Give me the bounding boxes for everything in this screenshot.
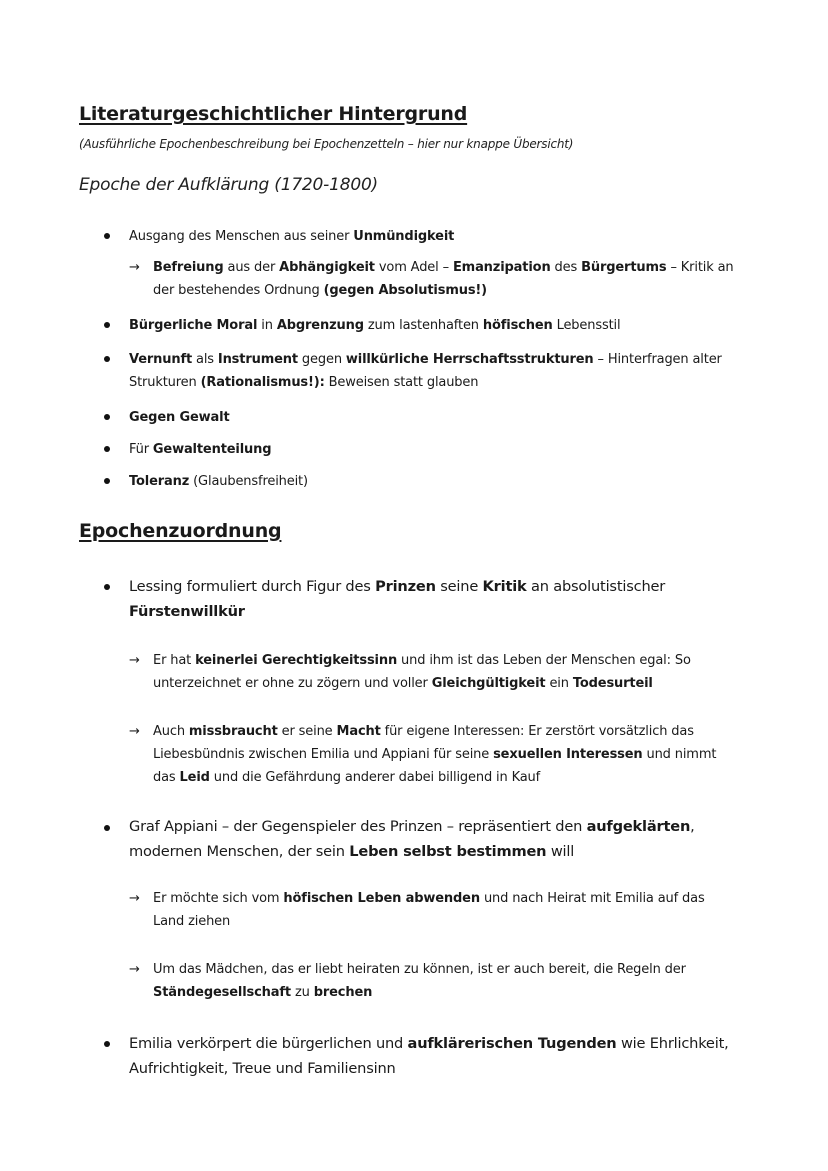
bold-text: Toleranz bbox=[129, 474, 190, 489]
bold-text: Bürgerliche Moral bbox=[129, 318, 258, 333]
bold-text: Gleichgültigkeit bbox=[431, 676, 546, 691]
line bbox=[129, 348, 722, 371]
line bbox=[153, 743, 716, 766]
bold-text: keinerlei Gerechtigkeitssinn bbox=[195, 653, 398, 668]
line bbox=[153, 256, 734, 279]
line bbox=[129, 599, 665, 624]
text-run: Auch bbox=[153, 724, 189, 739]
bold-text: Abhängigkeit bbox=[279, 260, 375, 275]
bold-text: höfischen Leben abwenden bbox=[283, 891, 480, 906]
line bbox=[153, 720, 716, 743]
text-run: Aufrichtigkeit, Treue und Familiensinn bbox=[129, 1060, 396, 1077]
section-title-epoch-assignment: Epochenzuordnung bbox=[79, 520, 282, 542]
list-item bbox=[129, 438, 271, 461]
text-run: er seine bbox=[277, 724, 337, 739]
text-run: unterzeichnet er ohne zu zögern und voller bbox=[153, 676, 432, 691]
line bbox=[153, 958, 686, 981]
bold-text: brechen bbox=[313, 985, 373, 1000]
text-run: Liebesbündnis zwischen Emilia und Appiani für seine bbox=[153, 747, 494, 762]
bold-text: Ständegesellschaft bbox=[153, 985, 291, 1000]
arrow-right-icon: → bbox=[129, 724, 140, 739]
arrow-right-icon: → bbox=[129, 891, 140, 906]
text-run: an absolutistischer bbox=[526, 578, 666, 595]
line bbox=[153, 910, 705, 933]
list-item bbox=[153, 958, 686, 1004]
bullet-icon bbox=[104, 825, 110, 831]
text-run: Für bbox=[129, 442, 153, 457]
section-title-literary-background: Literaturgeschichtlicher Hintergrund bbox=[79, 103, 468, 125]
bullet-icon bbox=[104, 446, 110, 452]
epoch-heading: Epoche der Aufklärung (1720-1800) bbox=[79, 175, 378, 195]
text-run: zu bbox=[290, 985, 314, 1000]
text-run: gegen bbox=[297, 352, 346, 367]
bullet-icon bbox=[104, 1041, 110, 1047]
list-item bbox=[129, 470, 308, 493]
section-subtitle: (Ausführliche Epochenbeschreibung bei Epochenzetteln – hier nur knappe Übersicht) bbox=[79, 137, 574, 151]
bullet-icon bbox=[104, 356, 110, 362]
bold-text: Befreiung bbox=[153, 260, 224, 275]
line bbox=[153, 649, 691, 672]
bold-text: höfischen bbox=[482, 318, 553, 333]
text-run: Er möchte sich vom bbox=[153, 891, 284, 906]
bullet-icon bbox=[104, 322, 110, 328]
text-run: modernen Menschen, der sein bbox=[129, 843, 350, 860]
text-run: vom Adel – bbox=[374, 260, 453, 275]
text-run: Um das Mädchen, das er liebt heiraten zu können, ist er auch bereit, die Regeln der bbox=[153, 962, 686, 977]
text-run: Land ziehen bbox=[153, 914, 231, 929]
text-run: und die Gefährdung anderer dabei billigend in Kauf bbox=[209, 770, 541, 785]
bold-text: Leid bbox=[179, 770, 210, 785]
list-item bbox=[153, 720, 716, 789]
list-item bbox=[129, 814, 695, 864]
text-run: (Glaubensfreiheit) bbox=[189, 474, 308, 489]
bold-text: (Rationalismus!): bbox=[200, 375, 325, 390]
bold-text: aufklärerischen Tugenden bbox=[407, 1035, 617, 1052]
text-run: der bestehendes Ordnung bbox=[153, 283, 324, 298]
text-run: aus der bbox=[223, 260, 280, 275]
line bbox=[153, 766, 716, 789]
text-run: wie Ehrlichkeit, bbox=[616, 1035, 729, 1052]
text-run: – Kritik an bbox=[666, 260, 734, 275]
text-run: Beweisen statt glauben bbox=[324, 375, 479, 390]
text-run: und ihm ist das Leben der Menschen egal: So bbox=[397, 653, 691, 668]
bold-text: (gegen Absolutismus!) bbox=[323, 283, 487, 298]
bullet-icon bbox=[104, 414, 110, 420]
bold-text: Macht bbox=[336, 724, 381, 739]
list-item bbox=[129, 574, 665, 624]
bold-text: aufgeklärten bbox=[586, 818, 691, 835]
list-item bbox=[129, 225, 454, 248]
list-item bbox=[129, 1031, 729, 1081]
text-run: zum lastenhaften bbox=[363, 318, 483, 333]
bold-text: Emanzipation bbox=[452, 260, 551, 275]
bold-text: willkürliche Herrschaftsstrukturen bbox=[345, 352, 594, 367]
list-item bbox=[153, 256, 734, 302]
text-run: und nimmt bbox=[642, 747, 717, 762]
arrow-right-icon: → bbox=[129, 962, 140, 977]
bold-text: missbraucht bbox=[188, 724, 278, 739]
bold-text: Bürgertums bbox=[581, 260, 667, 275]
bold-text: Instrument bbox=[217, 352, 298, 367]
bold-text: sexuellen Interessen bbox=[493, 747, 643, 762]
text-run: Graf Appiani – der Gegenspieler des Prinzen – repräsentiert den bbox=[129, 818, 587, 835]
arrow-right-icon: → bbox=[129, 653, 140, 668]
text-run: das bbox=[153, 770, 180, 785]
text-run: des bbox=[550, 260, 582, 275]
line bbox=[153, 981, 686, 1004]
text-run: Lessing formuliert durch Figur des bbox=[129, 578, 376, 595]
bold-text: Prinzen bbox=[375, 578, 436, 595]
list-item bbox=[153, 649, 691, 695]
text-run: Lebensstil bbox=[552, 318, 621, 333]
bold-text: Leben selbst bestimmen bbox=[349, 843, 547, 860]
line bbox=[129, 839, 695, 864]
text-run: als bbox=[192, 352, 218, 367]
text-run: , bbox=[690, 818, 695, 835]
bold-text: Todesurteil bbox=[572, 676, 653, 691]
list-item bbox=[129, 406, 230, 429]
bullet-icon bbox=[104, 233, 110, 239]
line bbox=[153, 279, 734, 302]
line bbox=[129, 371, 722, 394]
list-item bbox=[129, 348, 722, 394]
line bbox=[129, 1056, 729, 1081]
text-run: Er hat bbox=[153, 653, 196, 668]
arrow-right-icon: → bbox=[129, 260, 140, 275]
text-run: und nach Heirat mit Emilia auf das bbox=[479, 891, 705, 906]
text-run: – Hinterfragen alter bbox=[593, 352, 722, 367]
text-run: für eigene Interessen: Er zerstört vorsätzlich das bbox=[380, 724, 694, 739]
text-run: will bbox=[546, 843, 575, 860]
line bbox=[153, 887, 705, 910]
text-run: Ausgang des Menschen aus seiner bbox=[129, 229, 354, 244]
bold-text: Abgrenzung bbox=[276, 318, 364, 333]
line bbox=[129, 1031, 729, 1056]
line bbox=[153, 672, 691, 695]
bold-text: Kritik bbox=[482, 578, 527, 595]
bold-text: Vernunft bbox=[129, 352, 193, 367]
bold-text: Gewaltenteilung bbox=[152, 442, 272, 457]
bold-text: Gegen Gewalt bbox=[129, 410, 230, 425]
text-run: Strukturen bbox=[129, 375, 201, 390]
line bbox=[129, 814, 695, 839]
text-run: in bbox=[257, 318, 277, 333]
list-item bbox=[129, 314, 620, 337]
text-run: seine bbox=[435, 578, 483, 595]
bullet-icon bbox=[104, 478, 110, 484]
text-run: Emilia verkörpert die bürgerlichen und bbox=[129, 1035, 408, 1052]
bullet-icon bbox=[104, 584, 110, 590]
bold-text: Fürstenwillkür bbox=[129, 603, 245, 620]
text-run: ein bbox=[545, 676, 573, 691]
bold-text: Unmündigkeit bbox=[353, 229, 455, 244]
line bbox=[129, 574, 665, 599]
list-item bbox=[153, 887, 705, 933]
